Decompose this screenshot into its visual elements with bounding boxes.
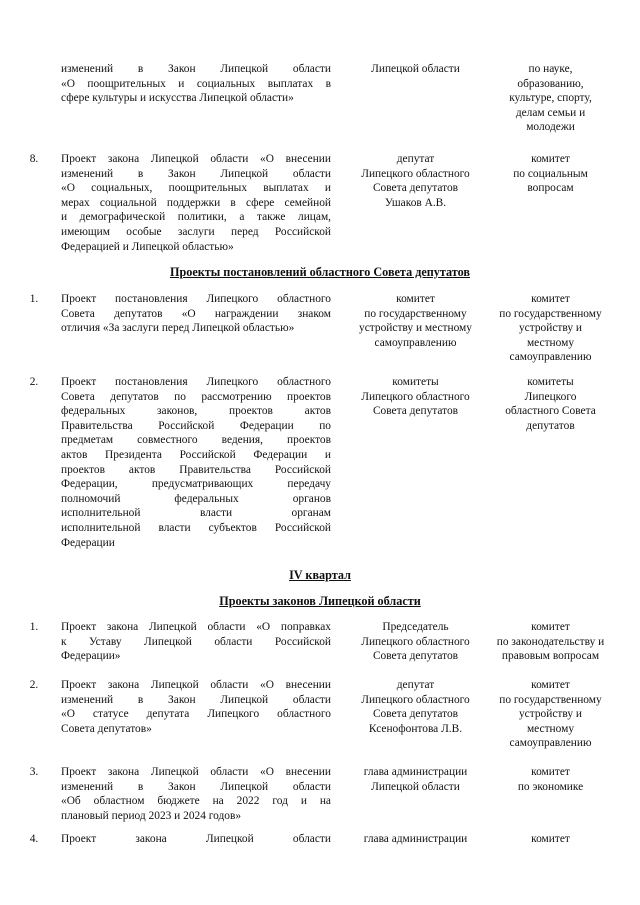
text-line: культуре, спорту, [509,92,592,105]
text-line: депутатов [526,419,575,432]
text-line: Совета депутатов [372,708,459,721]
text-line: «О социальных, поощрительных выплатах и [61,182,331,195]
text-line: Совета депутатов [372,405,459,418]
bill-description [61,292,331,336]
section-heading: Проекты законов Липецкой области [219,594,421,608]
text-line: самоуправлению [509,737,592,750]
text-line: комитет [531,293,570,305]
bill-author [345,765,486,794]
text-line: мерах социальной поддержки в сфере семейной [61,196,331,209]
bill-author [345,375,486,419]
text-line: актов Президента Российской Федерации и [61,448,331,461]
bill-description [61,832,331,847]
responsible-committee [488,292,613,365]
bill-description [61,62,331,106]
text-line: Федерации» [61,650,121,663]
text-line: по законодательству и [496,635,605,648]
text-line: Ушаков А.В. [384,196,447,209]
text-line: вопросам [527,182,574,195]
text-line: плановый период 2023 и 2024 годов» [61,809,242,822]
responsible-committee [488,62,613,135]
text-line: Федерацией и Липецкой областью» [61,240,234,253]
text-line: местному [526,336,575,349]
text-line: Проект постановления Липецкого областного [61,376,331,388]
text-line: по государственному [364,307,467,320]
text-line: исполнительной власти органам [61,507,331,520]
row-number: 1. [29,621,39,633]
responsible-committee [488,832,613,847]
text-line: образованию, [517,77,584,90]
responsible-committee [488,678,613,751]
text-line: «О поощрительных и социальных выплатах в [61,77,331,90]
bill-description [61,678,331,736]
text-line: полномочий федеральных органов [61,492,331,505]
text-line: по экономике [517,780,584,793]
bill-author [345,620,486,664]
text-line: и демографической политики, а также лицам, [61,211,331,224]
text-line: по социальным [513,167,588,180]
text-line: комитет [531,766,570,778]
bill-author [345,832,486,847]
text-line: исполнительной власти субъектов Российской [61,521,331,534]
text-line: Совета депутатов [372,182,459,195]
text-line: Федерации, предусматривающих передачу [61,478,331,491]
bill-description [61,152,331,254]
text-line: изменений в Закон Липецкой области [61,693,331,706]
text-line: глава администрации [363,766,468,778]
text-line: Проект закона Липецкой области «О внесении [61,766,331,778]
text-line: Совета депутатов [372,650,459,663]
text-line: делам семьи и [515,106,586,119]
text-line: молодежи [526,121,575,134]
text-line: Липецкой области [371,63,460,75]
text-line: предметам совместного ведения, проектов [61,434,331,447]
text-line: «Об областном бюджете на 2022 год и на [61,795,331,808]
text-line: Ксенофонтова Л.В. [368,722,463,735]
text-line: Липецкого областного [361,635,470,648]
quarter-heading: IV квартал [289,568,351,582]
text-line: Правительства Российской Федерации по [61,419,331,432]
text-line: Совета депутатов» [61,722,152,735]
row-number: 1. [29,293,39,305]
bill-author [345,678,486,736]
text-line: Липецкого областного [361,390,470,403]
responsible-committee [488,152,613,196]
bill-author [345,152,486,210]
text-line: депутат [396,679,435,691]
text-line: Липецкого областного [361,693,470,706]
text-line: Проект постановления Липецкого областного [61,293,331,305]
text-line: Совета депутатов по рассмотрению проектов [61,390,331,403]
text-line: изменений в Закон Липецкой области [61,63,331,75]
row-number: 8. [29,153,39,165]
text-line: изменений в Закон Липецкой области [61,780,331,793]
text-line: комитеты [392,376,439,388]
text-line: изменений в Закон Липецкой области [61,167,331,180]
text-line: сфере культуры и искусства Липецкой области» [61,92,294,105]
bill-author [345,292,486,350]
bill-description [61,375,331,550]
text-line: Липецкой области [371,780,460,793]
text-line: «О статусе депутата Липецкого областного [61,708,331,721]
bill-author [345,62,486,77]
text-line: устройству и местному [359,322,472,335]
text-line: Липецкого областного [361,167,470,180]
text-line: глава администрации [363,833,468,845]
text-line: правовым вопросам [501,650,600,663]
text-line: Федерации [61,536,115,549]
text-line: областного Совета [505,405,596,418]
text-line: устройству и [518,708,582,721]
text-line: Проект закона Липецкой области «О внесении [61,679,331,691]
text-line: имеющим особые заслуги перед Российской [61,225,331,238]
text-line: Проект закона Липецкой области «О поправках [61,621,331,633]
text-line: комитет [531,153,570,165]
responsible-committee [488,375,613,433]
text-line: проектов актов Правительства Российской [61,463,331,476]
text-line: самоуправлению [509,351,592,364]
text-line: по государственному [499,307,602,320]
text-line: самоуправлению [374,336,457,349]
text-line: к Уставу Липецкой области Российской [61,635,331,648]
text-line: комитет [396,293,435,305]
bill-description [61,620,331,664]
section-heading: Проекты постановлений областного Совета депутатов [169,265,471,279]
text-line: федеральных законов, проектов актов [61,405,331,418]
responsible-committee [488,620,613,664]
text-line: местному [526,722,575,735]
row-number: 4. [29,833,39,845]
text-line: отличия «За заслуги перед Липецкой областью» [61,322,295,335]
text-line: Проект закона Липецкой области [61,833,331,845]
text-line: комитет [531,679,570,691]
text-line: комитет [531,833,570,845]
text-line: Проект закона Липецкой области «О внесении [61,153,331,165]
row-number: 3. [29,766,39,778]
text-line: Совета депутатов «О награждении знаком [61,307,331,320]
text-line: депутат [396,153,435,165]
text-line: Председатель [382,621,449,633]
bill-description [61,765,331,823]
responsible-committee [488,765,613,794]
row-number: 2. [29,679,39,691]
text-line: по науке, [528,63,573,75]
text-line: комитет [531,621,570,633]
text-line: по государственному [499,693,602,706]
text-line: комитеты [527,376,574,388]
text-line: Липецкого [524,390,577,403]
text-line: устройству и [518,322,582,335]
row-number: 2. [29,376,39,388]
